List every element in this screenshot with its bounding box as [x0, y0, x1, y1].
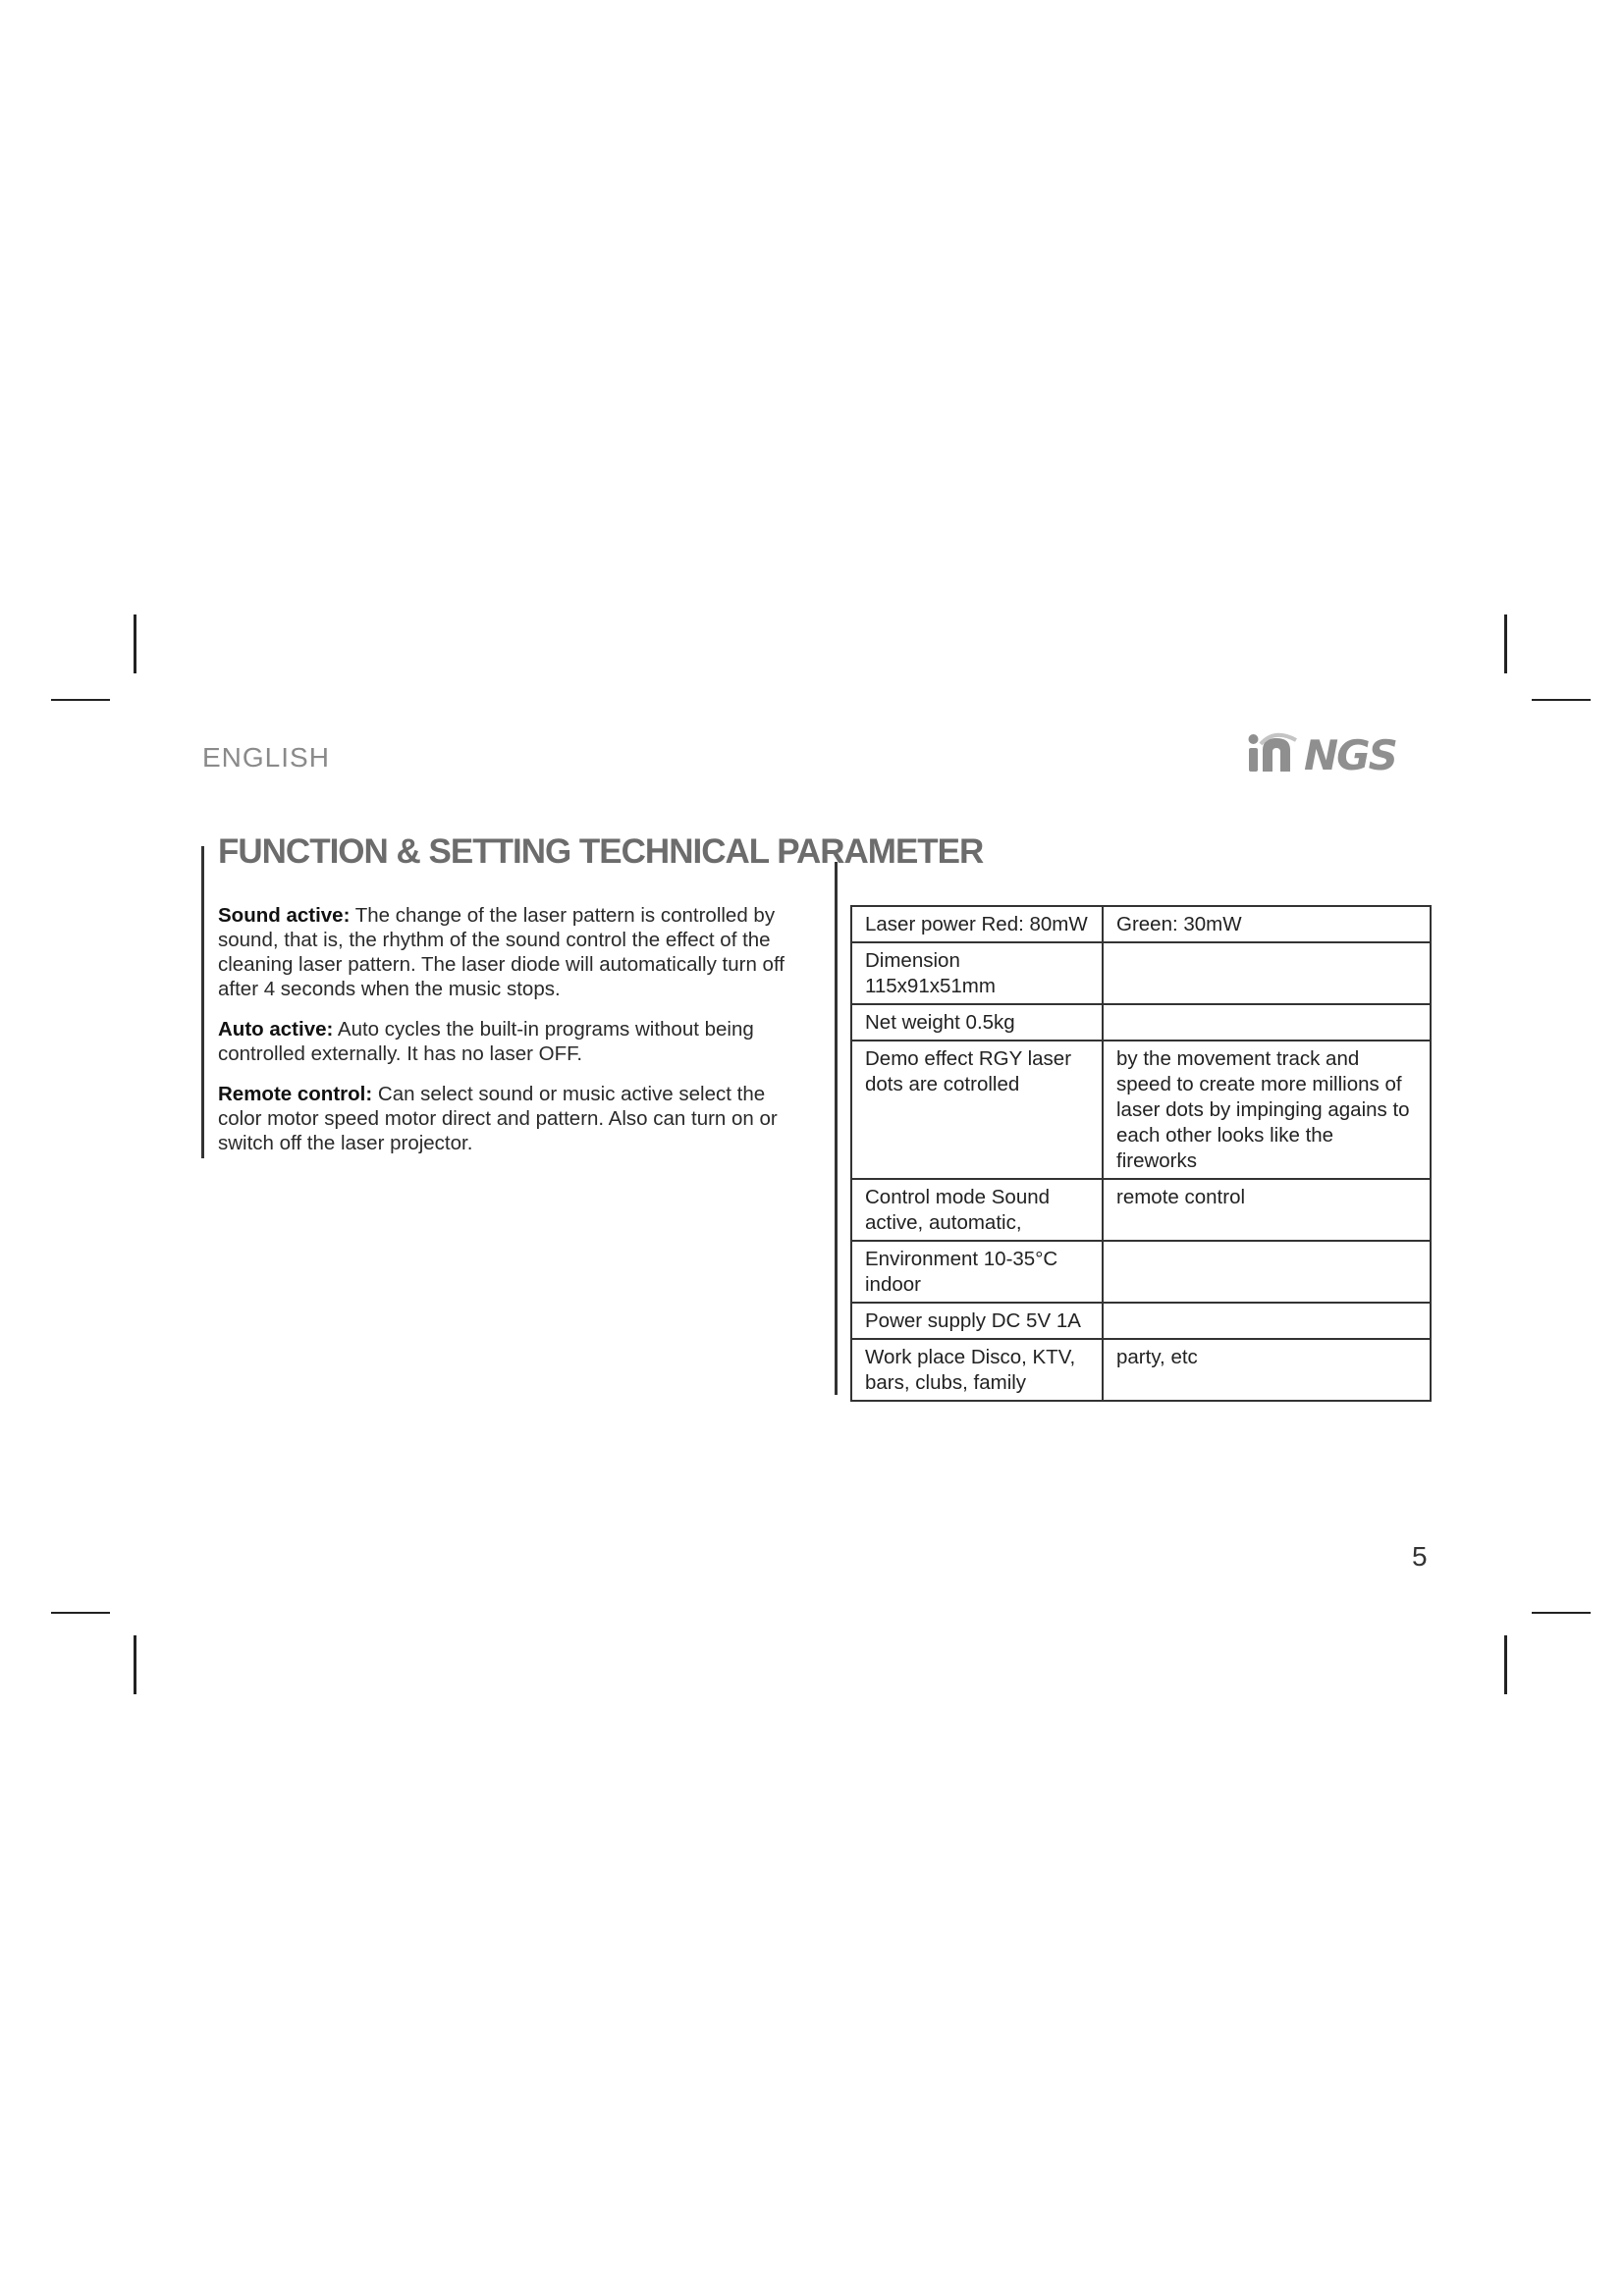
spec-value: Green: 30mW — [1103, 906, 1431, 942]
table-row — [851, 1179, 1431, 1241]
page-number: 5 — [1412, 1541, 1428, 1572]
spec-value — [1103, 1004, 1431, 1041]
spec-label: Demo effect RGY laser dots are cotrolled — [851, 1041, 1103, 1179]
function-label: Auto active: — [218, 1018, 334, 1041]
function-label: Remote control: — [218, 1083, 373, 1105]
spec-table — [850, 905, 1432, 1402]
function-descriptions — [218, 903, 807, 1171]
table-row — [851, 1004, 1431, 1041]
crop-mark — [1532, 1612, 1591, 1614]
function-label: Sound active: — [218, 904, 351, 927]
spec-label: Environment 10-35°C indoor — [851, 1241, 1103, 1303]
spec-value — [1103, 1303, 1431, 1339]
table-row — [851, 1339, 1431, 1401]
section-heading: FUNCTION & SETTING TECHNICAL PARAMETER — [218, 832, 984, 871]
spec-label: Work place Disco, KTV, bars, clubs, family — [851, 1339, 1103, 1401]
spec-label: Net weight 0.5kg — [851, 1004, 1103, 1041]
crop-mark — [1532, 699, 1591, 701]
spec-label: Control mode Sound active, automatic, — [851, 1179, 1103, 1241]
crop-mark — [1504, 1635, 1507, 1694]
crop-mark — [134, 614, 136, 673]
table-row — [851, 1041, 1431, 1179]
crop-mark — [1504, 614, 1507, 673]
spec-value: remote control — [1103, 1179, 1431, 1241]
spec-value: party, etc — [1103, 1339, 1431, 1401]
table-row — [851, 906, 1431, 942]
function-paragraph — [218, 903, 807, 1001]
spec-value — [1103, 1241, 1431, 1303]
ngs-logo — [1245, 730, 1396, 780]
spec-label: Laser power Red: 80mW — [851, 906, 1103, 942]
spec-label: Dimension 115x91x51mm — [851, 942, 1103, 1004]
function-paragraph — [218, 1082, 807, 1155]
ngs-brand-mark-icon — [1245, 730, 1304, 780]
crop-mark — [51, 699, 110, 701]
spec-value — [1103, 942, 1431, 1004]
column-rule — [835, 862, 838, 1395]
function-text: The change of the laser pattern is controlled by sound, that is, the rhythm of the sound control the effect of the cleaning laser pattern. The laser diode will automatically turn off after 4 seconds when the music stops. — [218, 904, 785, 1000]
function-text: Can select sound or music active select the color motor speed motor direct and pattern. Also can turn on or switch off the laser projector. — [218, 1083, 778, 1154]
table-row — [851, 942, 1431, 1004]
spec-value: by the movement track and speed to create more millions of laser dots by impinging agains to each other looks like the fireworks — [1103, 1041, 1431, 1179]
table-row — [851, 1303, 1431, 1339]
spec-label: Power supply DC 5V 1A — [851, 1303, 1103, 1339]
section-rule — [201, 846, 204, 1158]
function-paragraph — [218, 1017, 807, 1066]
logo-text: NGS — [1304, 731, 1396, 779]
table-row — [851, 1241, 1431, 1303]
language-label: ENGLISH — [202, 742, 330, 773]
function-text: Auto cycles the built-in programs without being controlled externally. It has no laser OFF. — [218, 1018, 754, 1065]
crop-mark — [51, 1612, 110, 1614]
crop-mark — [134, 1635, 136, 1694]
